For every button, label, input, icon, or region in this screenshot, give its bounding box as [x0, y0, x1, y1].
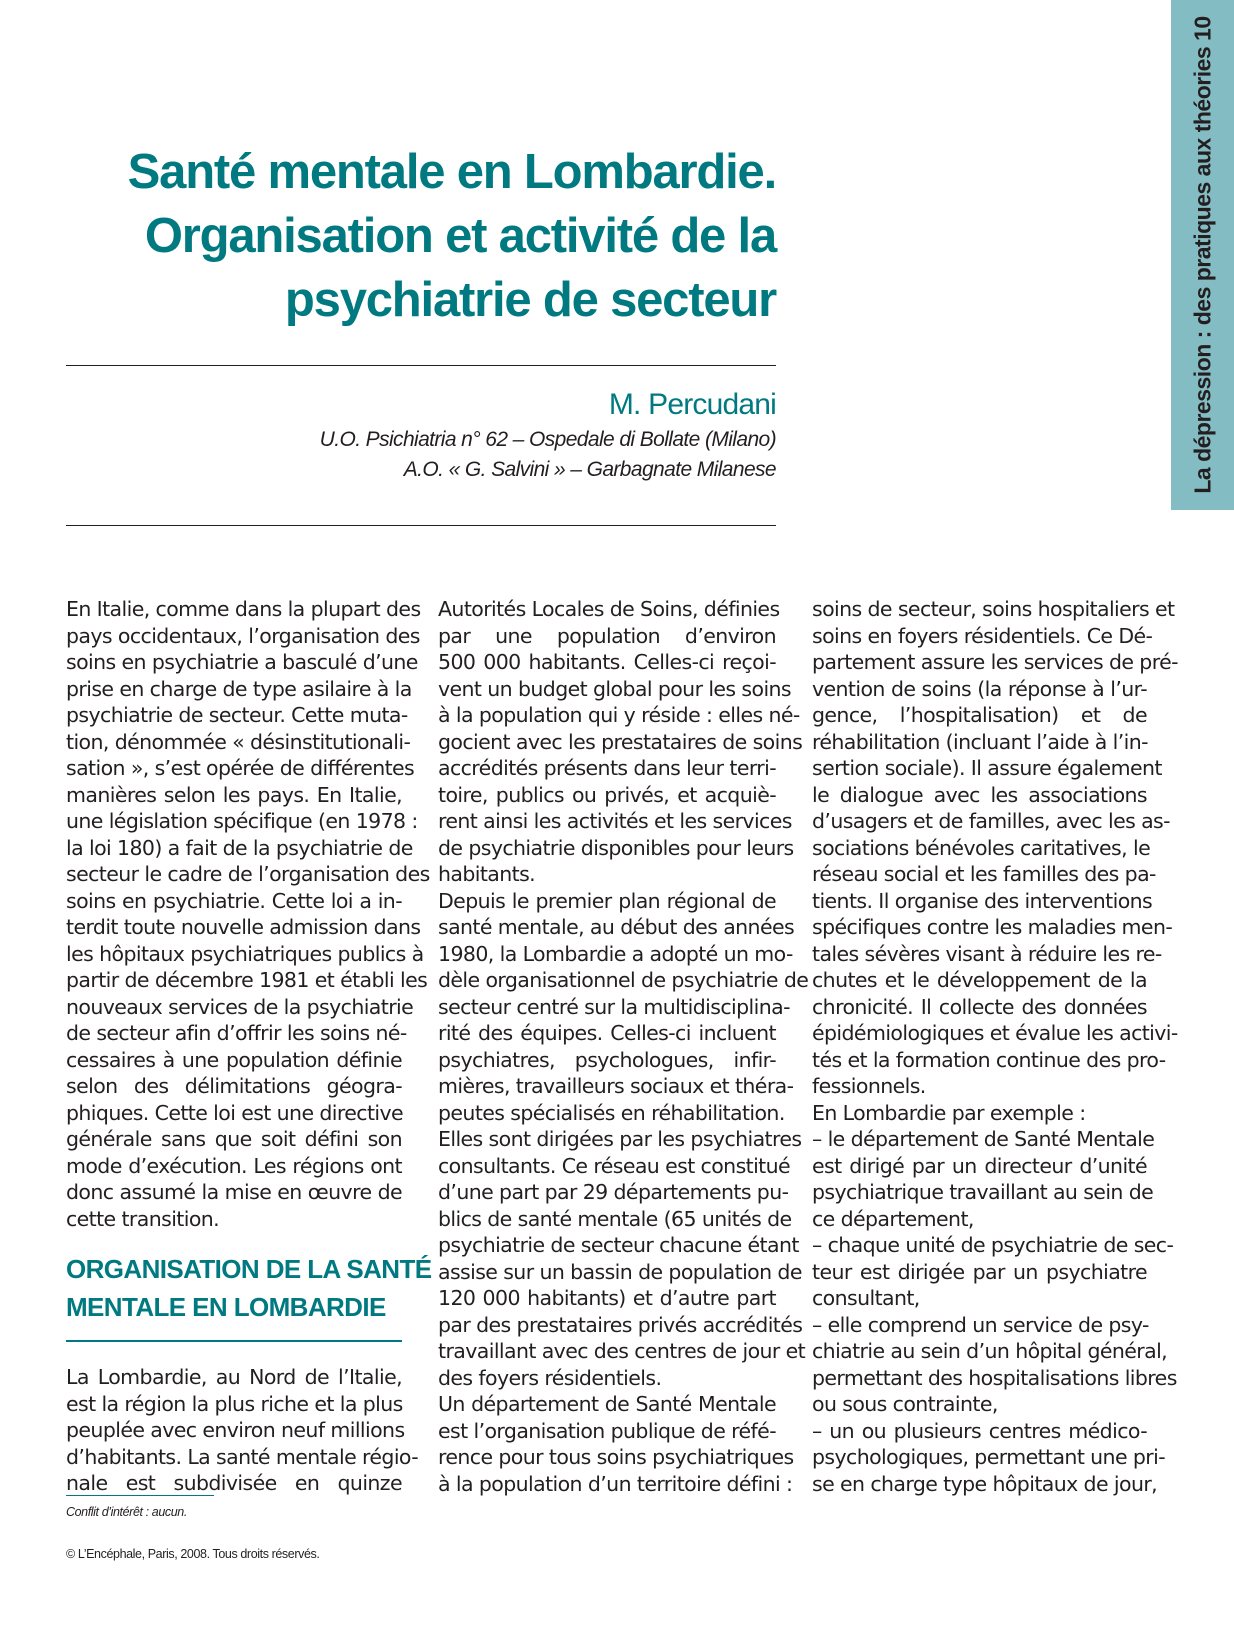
title-line: psychiatrie de secteur: [284, 273, 776, 327]
paragraph: [438, 888, 809, 1392]
title-line: Santé mentale en Lombardie.: [127, 145, 776, 199]
text-line: chronicité. Il collecte des données: [812, 994, 1147, 1019]
text-line: La Lombardie, au Nord de l’Italie,: [66, 1365, 402, 1389]
text-line: de psychiatrie disponibles pour leurs: [438, 835, 794, 860]
text-line: – elle comprend un service de psy-: [812, 1312, 1149, 1337]
text-line: consultant,: [812, 1286, 920, 1310]
article-title: [120, 140, 776, 332]
text-line: habitants.: [438, 862, 536, 886]
text-line: d’habitants. La santé mentale régio-: [66, 1444, 419, 1469]
text-line: à la population d’un territoire défini :: [438, 1471, 793, 1496]
text-line: des foyers résidentiels.: [438, 1365, 662, 1390]
heading-line: MENTALE EN LOMBARDIE: [66, 1292, 386, 1322]
text-line: épidémiologiques et évalue les activi-: [812, 1021, 1178, 1045]
text-line: mode d’exécution. Les régions ont: [66, 1153, 402, 1178]
text-line: ce département,: [812, 1206, 974, 1231]
list-item: [812, 1312, 1177, 1418]
author-name: M. Percudani: [608, 388, 776, 421]
text-line: soins en foyers résidentiels. Ce Dé-: [812, 623, 1153, 648]
text-line: spécifiques contre les maladies men-: [812, 915, 1173, 939]
text-line: cette transition.: [66, 1206, 220, 1231]
text-line: rité des équipes. Celles-ci incluent: [438, 1021, 776, 1045]
affiliation-line: U.O. Psichiatria n° 62 – Ospedale di Bollate (Milano): [319, 428, 776, 451]
text-line: réhabilitation (incluant l’aide à l’in-: [812, 729, 1148, 754]
text-line: Un département de Santé Mentale: [438, 1392, 776, 1416]
paragraph: [812, 596, 1178, 1100]
text-line: peuplée avec environ neuf millions: [66, 1418, 405, 1442]
header-top-rule: [66, 365, 776, 366]
text-line: dèle organisationnel de psychiatrie de: [438, 968, 809, 992]
text-line: partement assure les services de pré-: [812, 650, 1178, 674]
body-column-2: [438, 596, 809, 1497]
text-line: secteur le cadre de l’organisation des: [66, 862, 430, 886]
text-line: la loi 180) a fait de la psychiatrie de: [66, 835, 413, 860]
text-line: chutes et le développement de la: [812, 968, 1147, 992]
text-line: santé mentale, au début des années: [438, 915, 795, 939]
text-line: gocient avec les prestataires de soins: [438, 729, 803, 754]
text-line: mières, travailleurs sociaux et théra-: [438, 1074, 794, 1098]
text-line: cessaires à une population définie: [66, 1047, 402, 1072]
body-column-3: [812, 596, 1178, 1497]
text-line: – chaque unité de psychiatrie de sec-: [812, 1233, 1174, 1257]
paragraph: [438, 596, 803, 888]
list-item: [812, 1418, 1166, 1498]
affiliation-line: A.O. « G. Salvini » – Garbagnate Milanese: [403, 458, 776, 481]
text-line: ou sous contrainte,: [812, 1392, 998, 1416]
text-line: psychiatres, psychologues, infir-: [438, 1047, 776, 1072]
text-line: vent un budget global pour les soins: [438, 676, 792, 701]
text-line: d’une part par 29 départements pu-: [438, 1180, 789, 1204]
text-line: – le département de Santé Mentale: [812, 1127, 1155, 1151]
text-line: sation », s’est opérée de différentes: [66, 756, 415, 780]
section-heading-rule: [66, 1340, 402, 1342]
text-line: peutes spécialisés en réhabilitation.: [438, 1100, 785, 1125]
text-line: psychiatrie de secteur. Cette muta-: [66, 703, 408, 727]
text-line: 1980, la Lombardie a adopté un mo-: [438, 941, 793, 966]
text-line: les hôpitaux psychiatriques publics à: [66, 941, 424, 966]
list-item: [812, 1126, 1155, 1232]
text-line: permettant des hospitalisations libres: [812, 1365, 1177, 1390]
text-line: soins de secteur, soins hospitaliers et: [812, 597, 1175, 621]
text-line: assise sur un bassin de population de: [438, 1259, 802, 1284]
text-line: gence, l’hospitalisation) et de: [812, 703, 1147, 727]
text-line: sertion sociale). Il assure également: [812, 756, 1162, 780]
text-line: En Lombardie par exemple :: [812, 1100, 1086, 1125]
text-line: se en charge type hôpitaux de jour,: [812, 1471, 1158, 1496]
text-line: pays occidentaux, l’organisation des: [66, 623, 420, 648]
text-line: fessionnels.: [812, 1074, 926, 1098]
text-line: selon des délimitations géogra-: [66, 1074, 402, 1098]
text-line: terdit toute nouvelle admission dans: [66, 915, 421, 939]
text-line: donc assumé la mise en œuvre de: [66, 1180, 402, 1204]
text-line: tients. Il organise des interventions: [812, 888, 1153, 913]
text-line: est dirigé par un directeur d’unité: [812, 1153, 1147, 1178]
text-line: rent ainsi les activités et les services: [438, 809, 792, 833]
text-line: psychologiques, permettant une pri-: [812, 1445, 1166, 1469]
text-line: nouveaux services de la psychiatrie: [66, 994, 414, 1019]
footnote-rule: [66, 1495, 214, 1496]
text-line: – un ou plusieurs centres médico-: [812, 1418, 1147, 1443]
text-line: psychiatrie de secteur chacune étant: [438, 1233, 799, 1257]
header-bottom-rule: [66, 525, 776, 526]
text-line: 120 000 habitants) et d’autre part: [438, 1286, 776, 1310]
text-line: vention de soins (la réponse à l’ur-: [812, 676, 1147, 701]
text-line: nale est subdivisée en quinze: [66, 1471, 402, 1495]
title-line: Organisation et activité de la: [144, 209, 776, 263]
text-line: soins en psychiatrie a basculé d’une: [66, 650, 418, 674]
text-line: le dialogue avec les associations: [812, 782, 1147, 807]
paragraph: [812, 1100, 1147, 1127]
text-line: teur est dirigée par un psychiatre: [812, 1259, 1147, 1284]
text-line: 500 000 habitants. Celles-ci reçoi-: [438, 650, 776, 674]
text-line: tés et la formation continue des pro-: [812, 1047, 1166, 1072]
text-line: soins en psychiatrie. Cette loi a in-: [66, 888, 402, 913]
text-line: toire, publics ou privés, et acquiè-: [438, 782, 776, 807]
text-line: tion, dénommée « désinstitutionali-: [66, 729, 411, 754]
list-item: [812, 1232, 1174, 1312]
text-line: psychiatrique travaillant au sein de: [812, 1180, 1154, 1204]
text-line: une législation spécifique (en 1978 :: [66, 809, 418, 833]
text-line: rence pour tous soins psychiatriques: [438, 1445, 794, 1469]
text-line: accrédités présents dans leur terri-: [438, 756, 777, 780]
copyright-notice: © L’Encéphale, Paris, 2008. Tous droits réservés.: [66, 1547, 320, 1561]
text-line: est la région la plus riche et la plus: [66, 1391, 403, 1416]
text-line: réseau social et les familles des pa-: [812, 862, 1156, 886]
text-line: prise en charge de type asilaire à la: [66, 676, 412, 701]
text-line: chiatrie au sein d’un hôpital général,: [812, 1339, 1168, 1363]
text-line: de secteur afin d’offrir les soins né-: [66, 1021, 407, 1045]
text-line: par des prestataires privés accrédités: [438, 1312, 803, 1337]
paragraph: [438, 1391, 794, 1497]
section-heading: [66, 1250, 432, 1326]
text-line: phiques. Cette loi est une directive: [66, 1100, 404, 1125]
text-line: manières selon les pays. En Italie,: [66, 782, 402, 807]
text-line: Depuis le premier plan régional de: [438, 888, 776, 913]
text-line: à la population qui y réside : elles né-: [438, 703, 800, 727]
section-side-tab: [1171, 0, 1234, 510]
paragraph: [66, 1364, 419, 1497]
heading-line: ORGANISATION DE LA SANTÉ: [66, 1254, 432, 1284]
text-line: secteur centré sur la multidisciplina-: [438, 994, 790, 1019]
text-line: Elles sont dirigées par les psychiatres: [438, 1127, 802, 1151]
text-line: générale sans que soit défini son: [66, 1127, 402, 1151]
conflict-of-interest-note: Conflit d’intérêt : aucun.: [66, 1505, 187, 1519]
text-line: tales sévères visant à réduire les re-: [812, 941, 1162, 966]
text-line: d’usagers et de familles, avec les as-: [812, 809, 1170, 833]
paragraph: [66, 596, 430, 1232]
text-line: par une population d’environ: [438, 623, 776, 648]
text-line: travaillant avec des centres de jour et: [438, 1339, 806, 1363]
text-line: blics de santé mentale (65 unités de: [438, 1206, 792, 1231]
text-line: partir de décembre 1981 et établi les: [66, 968, 428, 992]
text-line: En Italie, comme dans la plupart des: [66, 597, 421, 621]
text-line: Autorités Locales de Soins, définies: [438, 597, 780, 621]
text-line: est l’organisation publique de réfé-: [438, 1418, 776, 1443]
body-column-1: [66, 596, 432, 1497]
side-tab-label: La dépression : des pratiques aux théories 10: [1189, 16, 1215, 494]
text-line: consultants. Ce réseau est constitué: [438, 1153, 791, 1178]
text-line: sociations bénévoles caritatives, le: [812, 835, 1151, 860]
